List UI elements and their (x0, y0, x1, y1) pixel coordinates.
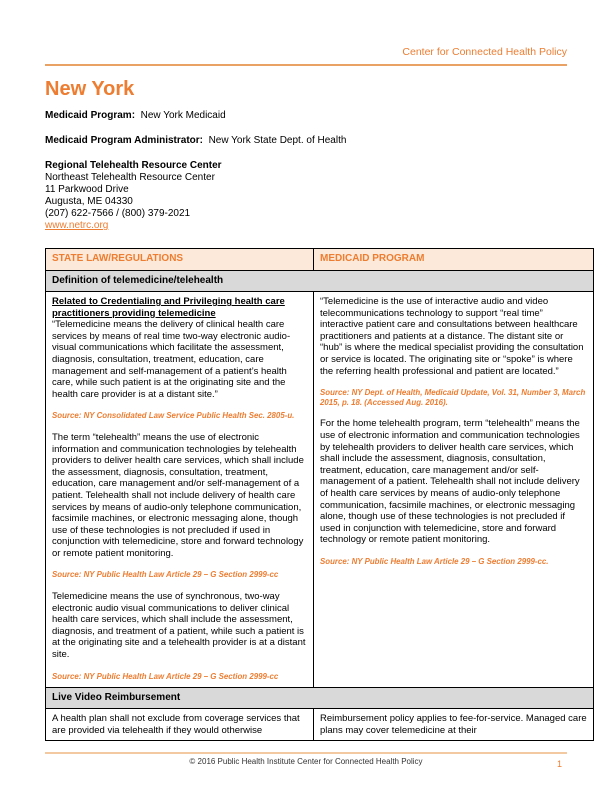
resource-center-heading: Regional Telehealth Resource Center (45, 160, 222, 171)
source-citation: Source: NY Consolidated Law Service Public Health Sec. 2805-u. (52, 411, 295, 421)
paragraph: “Telemedicine means the delivery of clinical health care services by means of real time two-way electronic audio-visual communications which facilitate the assessment, diagnosis, consultation, treatment, education, care management and self-management of a patient’s health care, while such patient is at the originating site and the health care provider is at a distant site.” (52, 319, 291, 400)
header-divider (45, 64, 567, 66)
paragraph: For the home telehealth program, term “telehealth” means the use of electronic information and communication technologies by telehealth providers to deliver health care services, which shall include the assessment, diagnosis, consultation, treatment, education, care management and/or self-management of a patient. Telehealth shall not include delivery of health care services by means of audio-only telephone communication, facsimile machines, or electronic messaging alone, though use of these technologies is not precluded if used in conjunction with telemedicine, store and forward technology or remote patient monitoring. (320, 418, 580, 546)
section-content-row (46, 709, 594, 741)
footer-page-number: 1 (556, 759, 562, 769)
info-block (45, 110, 567, 232)
resource-center-address (45, 172, 567, 220)
paragraph: Telemedicine means the use of synchronous, two-way electronic audio visual communications to deliver clinical health care services, which shall include the assessment, diagnosis, and treatment of a patient, while such a patient is at the originating site and a telehealth provider is at a distant site. (52, 591, 306, 661)
section-heading: Definition of telemedicine/telehealth (46, 271, 594, 292)
medicaid-program-line (45, 110, 567, 122)
footer-copyright: © 2016 Public Health Institute Center for Connected Health Policy (189, 757, 423, 766)
state-law-medicaid-table (45, 248, 594, 741)
footer-divider (45, 752, 567, 754)
medicaid-program-label: Medicaid Program: (45, 110, 136, 121)
cell-medicaid-program (314, 292, 594, 688)
section-header-row (46, 688, 594, 709)
page-title: New York (45, 78, 135, 100)
paragraph: Reimbursement policy applies to fee-for-service. Managed care plans may cover telemedicine at their (320, 713, 587, 736)
medicaid-admin-line (45, 135, 567, 147)
section-header-row (46, 271, 594, 292)
column-header-medicaid-program: MEDICAID PROGRAM (314, 249, 594, 271)
address-line: Augusta, ME 04330 (45, 196, 133, 207)
cell-subheading: Related to Credentialing and Privileging health care practitioners providing telemedicine (52, 296, 285, 319)
source-citation: Source: NY Public Health Law Article 29 – G Section 2999-cc. (320, 556, 549, 566)
cell-state-law (46, 292, 314, 688)
section-content-row (46, 292, 594, 688)
address-line: (207) 622-7566 / (800) 379-2021 (45, 208, 191, 219)
header-org-name: Center for Connected Health Policy (402, 46, 567, 58)
paragraph: A health plan shall not exclude from coverage services that are provided via telehealth if they would otherwise (52, 713, 300, 736)
table-header-row (46, 249, 594, 271)
address-line: 11 Parkwood Drive (45, 184, 129, 195)
cell-medicaid-program (314, 709, 594, 741)
source-citation: Source: NY Dept. of Health, Medicaid Update, Vol. 31, Number 3, March 2015, p. 18. (Accessed Aug. 2016). (320, 388, 586, 407)
paragraph: “Telemedicine is the use of interactive audio and video telecommunications technology to support “real time” interactive patient care and consultations between healthcare practitioners and patients at a distance. The distant site or “hub” is where the medical specialist providing the consultation or service is located. The originating site or “spoke” is where the referring health professional and patient are located.” (320, 296, 584, 377)
source-citation: Source: NY Public Health Law Article 29 – G Section 2999-cc (52, 671, 279, 681)
netrc-link[interactable]: www.netrc.org (45, 220, 109, 231)
source-citation: Source: NY Public Health Law Article 29 – G Section 2999-cc (52, 570, 279, 580)
medicaid-admin-value: New York State Dept. of Health (208, 135, 347, 146)
address-line: Northeast Telehealth Resource Center (45, 172, 215, 183)
paragraph: The term “telehealth” means the use of electronic information and communication technologies by telehealth providers to deliver health care services, which shall include the assessment, diagnosis, consultation, treatment, education, care management and/or self-management of a patient. Telehealth shall not include delivery of health care services by means of audio-only telephone communication, facsimile machines, or electronic messaging alone, though use of these technologies is not precluded if used in conjunction with telemedicine, store and forward technology or remote patient monitoring. (52, 431, 304, 559)
column-header-state-law: STATE LAW/REGULATIONS (46, 249, 314, 271)
medicaid-program-value: New York Medicaid (140, 110, 226, 121)
cell-state-law (46, 709, 314, 741)
section-heading: Live Video Reimbursement (46, 688, 594, 709)
medicaid-admin-label: Medicaid Program Administrator: (45, 135, 203, 146)
